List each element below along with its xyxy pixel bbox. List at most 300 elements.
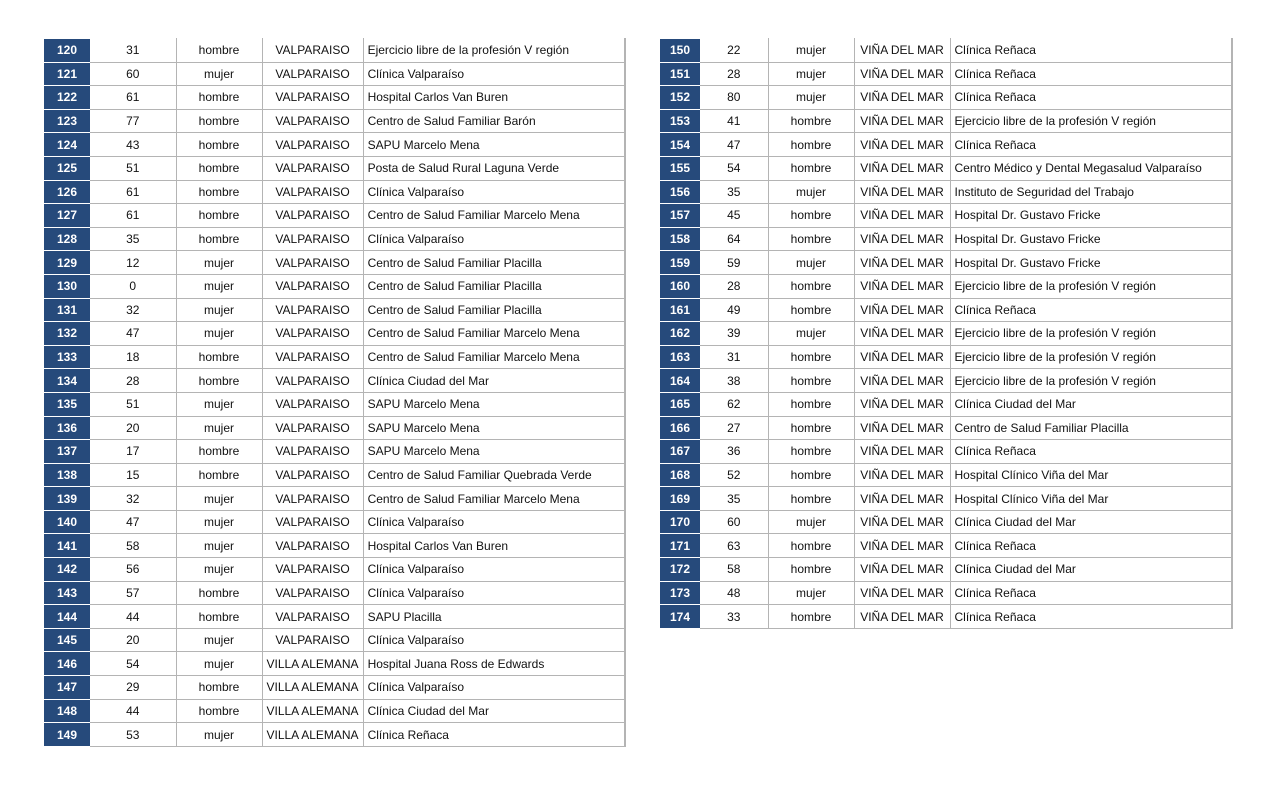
commune-cell: VALPARAISO xyxy=(262,440,363,464)
table-row xyxy=(660,510,1232,534)
table-row xyxy=(660,440,1232,464)
case-id-cell: 151 xyxy=(660,62,700,86)
age-cell: 52 xyxy=(700,463,768,487)
case-id-cell: 172 xyxy=(660,558,700,582)
sex-cell: mujer xyxy=(176,510,262,534)
commune-cell: VALPARAISO xyxy=(262,322,363,346)
case-id-cell: 138 xyxy=(44,463,90,487)
commune-cell: VALPARAISO xyxy=(262,392,363,416)
age-cell: 45 xyxy=(700,204,768,228)
sex-cell: mujer xyxy=(768,39,854,63)
facility-cell: Clínica Ciudad del Mar xyxy=(950,558,1232,582)
commune-cell: VALPARAISO xyxy=(262,605,363,629)
table-row xyxy=(44,558,625,582)
commune-cell: VIÑA DEL MAR xyxy=(854,109,950,133)
table-row xyxy=(44,109,625,133)
case-id-cell: 165 xyxy=(660,392,700,416)
commune-cell: VALPARAISO xyxy=(262,628,363,652)
facility-cell: Clínica Valparaíso xyxy=(363,558,625,582)
case-id-cell: 140 xyxy=(44,510,90,534)
case-id-cell: 146 xyxy=(44,652,90,676)
sex-cell: hombre xyxy=(768,345,854,369)
case-id-cell: 150 xyxy=(660,39,700,63)
case-id-cell: 155 xyxy=(660,156,700,180)
sex-cell: mujer xyxy=(176,534,262,558)
age-cell: 64 xyxy=(700,227,768,251)
sex-cell: hombre xyxy=(768,534,854,558)
facility-cell: Clínica Ciudad del Mar xyxy=(950,392,1232,416)
age-cell: 31 xyxy=(700,345,768,369)
case-id-cell: 162 xyxy=(660,322,700,346)
age-cell: 44 xyxy=(90,699,176,723)
table-row xyxy=(44,534,625,558)
sex-cell: mujer xyxy=(176,62,262,86)
commune-cell: VALPARAISO xyxy=(262,180,363,204)
sex-cell: mujer xyxy=(768,180,854,204)
case-id-cell: 149 xyxy=(44,723,90,747)
facility-cell: Centro de Salud Familiar Marcelo Mena xyxy=(363,487,625,511)
facility-cell: Clínica Reñaca xyxy=(950,534,1232,558)
sex-cell: hombre xyxy=(176,86,262,110)
sex-cell: mujer xyxy=(176,274,262,298)
facility-cell: Clínica Valparaíso xyxy=(363,510,625,534)
case-id-cell: 123 xyxy=(44,109,90,133)
commune-cell: VIÑA DEL MAR xyxy=(854,581,950,605)
commune-cell: VILLA ALEMANA xyxy=(262,676,363,700)
sex-cell: mujer xyxy=(176,652,262,676)
age-cell: 63 xyxy=(700,534,768,558)
commune-cell: VALPARAISO xyxy=(262,62,363,86)
commune-cell: VIÑA DEL MAR xyxy=(854,558,950,582)
facility-cell: Hospital Carlos Van Buren xyxy=(363,86,625,110)
commune-cell: VILLA ALEMANA xyxy=(262,699,363,723)
sex-cell: hombre xyxy=(768,298,854,322)
age-cell: 43 xyxy=(90,133,176,157)
case-id-cell: 122 xyxy=(44,86,90,110)
table-row xyxy=(44,369,625,393)
facility-cell: Clínica Valparaíso xyxy=(363,62,625,86)
age-cell: 53 xyxy=(90,723,176,747)
table-row xyxy=(44,510,625,534)
commune-cell: VALPARAISO xyxy=(262,369,363,393)
commune-cell: VIÑA DEL MAR xyxy=(854,204,950,228)
case-id-cell: 125 xyxy=(44,156,90,180)
sex-cell: hombre xyxy=(768,605,854,629)
case-id-cell: 170 xyxy=(660,510,700,534)
commune-cell: VALPARAISO xyxy=(262,39,363,63)
sex-cell: hombre xyxy=(768,227,854,251)
commune-cell: VALPARAISO xyxy=(262,510,363,534)
table-row xyxy=(660,62,1232,86)
case-id-cell: 137 xyxy=(44,440,90,464)
table-row xyxy=(44,440,625,464)
age-cell: 51 xyxy=(90,156,176,180)
table-row xyxy=(44,605,625,629)
table-row xyxy=(44,39,625,63)
facility-cell: Ejercicio libre de la profesión V región xyxy=(950,345,1232,369)
table-row xyxy=(660,180,1232,204)
table-row xyxy=(660,251,1232,275)
case-id-cell: 159 xyxy=(660,251,700,275)
case-id-cell: 136 xyxy=(44,416,90,440)
commune-cell: VALPARAISO xyxy=(262,298,363,322)
table-row xyxy=(660,416,1232,440)
case-id-cell: 142 xyxy=(44,558,90,582)
sex-cell: hombre xyxy=(768,416,854,440)
sex-cell: hombre xyxy=(176,180,262,204)
age-cell: 61 xyxy=(90,180,176,204)
sex-cell: mujer xyxy=(768,251,854,275)
age-cell: 80 xyxy=(700,86,768,110)
case-id-cell: 173 xyxy=(660,581,700,605)
facility-cell: Clínica Reñaca xyxy=(363,723,625,747)
age-cell: 33 xyxy=(700,605,768,629)
age-cell: 35 xyxy=(700,180,768,204)
table-row xyxy=(44,251,625,275)
table-row xyxy=(660,581,1232,605)
case-id-cell: 160 xyxy=(660,274,700,298)
age-cell: 47 xyxy=(90,322,176,346)
age-cell: 49 xyxy=(700,298,768,322)
commune-cell: VIÑA DEL MAR xyxy=(854,440,950,464)
table-row xyxy=(44,723,625,747)
age-cell: 56 xyxy=(90,558,176,582)
table-row xyxy=(44,133,625,157)
commune-cell: VIÑA DEL MAR xyxy=(854,487,950,511)
table-row xyxy=(44,156,625,180)
sex-cell: hombre xyxy=(176,463,262,487)
case-id-cell: 127 xyxy=(44,204,90,228)
commune-cell: VALPARAISO xyxy=(262,156,363,180)
table-row xyxy=(660,39,1232,63)
sex-cell: mujer xyxy=(176,416,262,440)
facility-cell: Centro de Salud Familiar Marcelo Mena xyxy=(363,345,625,369)
sex-cell: hombre xyxy=(176,605,262,629)
age-cell: 20 xyxy=(90,628,176,652)
age-cell: 35 xyxy=(700,487,768,511)
facility-cell: Hospital Dr. Gustavo Fricke xyxy=(950,204,1232,228)
age-cell: 0 xyxy=(90,274,176,298)
facility-cell: Clínica Ciudad del Mar xyxy=(950,510,1232,534)
facility-cell: Hospital Juana Ross de Edwards xyxy=(363,652,625,676)
case-id-cell: 139 xyxy=(44,487,90,511)
age-cell: 54 xyxy=(700,156,768,180)
age-cell: 22 xyxy=(700,39,768,63)
case-id-cell: 167 xyxy=(660,440,700,464)
commune-cell: VIÑA DEL MAR xyxy=(854,416,950,440)
age-cell: 57 xyxy=(90,581,176,605)
table-row xyxy=(660,322,1232,346)
age-cell: 54 xyxy=(90,652,176,676)
sex-cell: hombre xyxy=(176,581,262,605)
case-id-cell: 174 xyxy=(660,605,700,629)
table-row xyxy=(660,345,1232,369)
facility-cell: Clínica Ciudad del Mar xyxy=(363,699,625,723)
sex-cell: mujer xyxy=(768,322,854,346)
table-row xyxy=(44,62,625,86)
commune-cell: VALPARAISO xyxy=(262,204,363,228)
sex-cell: hombre xyxy=(768,392,854,416)
commune-cell: VIÑA DEL MAR xyxy=(854,392,950,416)
age-cell: 44 xyxy=(90,605,176,629)
case-id-cell: 163 xyxy=(660,345,700,369)
sex-cell: hombre xyxy=(768,487,854,511)
sex-cell: mujer xyxy=(176,251,262,275)
commune-cell: VIÑA DEL MAR xyxy=(854,463,950,487)
sex-cell: hombre xyxy=(176,369,262,393)
case-id-cell: 132 xyxy=(44,322,90,346)
sex-cell: hombre xyxy=(768,440,854,464)
sex-cell: hombre xyxy=(176,39,262,63)
commune-cell: VALPARAISO xyxy=(262,345,363,369)
case-id-cell: 141 xyxy=(44,534,90,558)
case-id-cell: 153 xyxy=(660,109,700,133)
case-id-cell: 131 xyxy=(44,298,90,322)
case-id-cell: 128 xyxy=(44,227,90,251)
case-id-cell: 145 xyxy=(44,628,90,652)
facility-cell: Ejercicio libre de la profesión V región xyxy=(950,274,1232,298)
table-row xyxy=(660,534,1232,558)
age-cell: 61 xyxy=(90,86,176,110)
case-id-cell: 152 xyxy=(660,86,700,110)
sex-cell: hombre xyxy=(176,699,262,723)
age-cell: 28 xyxy=(700,274,768,298)
table-row xyxy=(660,274,1232,298)
age-cell: 39 xyxy=(700,322,768,346)
age-cell: 17 xyxy=(90,440,176,464)
sex-cell: hombre xyxy=(768,156,854,180)
commune-cell: VALPARAISO xyxy=(262,227,363,251)
case-id-cell: 129 xyxy=(44,251,90,275)
sex-cell: hombre xyxy=(176,345,262,369)
sex-cell: hombre xyxy=(768,274,854,298)
age-cell: 48 xyxy=(700,581,768,605)
commune-cell: VALPARAISO xyxy=(262,534,363,558)
facility-cell: Centro de Salud Familiar Placilla xyxy=(363,251,625,275)
age-cell: 35 xyxy=(90,227,176,251)
age-cell: 27 xyxy=(700,416,768,440)
facility-cell: Posta de Salud Rural Laguna Verde xyxy=(363,156,625,180)
sex-cell: mujer xyxy=(768,86,854,110)
commune-cell: VILLA ALEMANA xyxy=(262,723,363,747)
commune-cell: VALPARAISO xyxy=(262,86,363,110)
case-id-cell: 157 xyxy=(660,204,700,228)
age-cell: 47 xyxy=(90,510,176,534)
sex-cell: mujer xyxy=(176,628,262,652)
commune-cell: VIÑA DEL MAR xyxy=(854,251,950,275)
case-table-left-body xyxy=(44,39,625,747)
facility-cell: Centro de Salud Familiar Placilla xyxy=(950,416,1232,440)
age-cell: 59 xyxy=(700,251,768,275)
facility-cell: Ejercicio libre de la profesión V región xyxy=(950,322,1232,346)
table-row xyxy=(44,676,625,700)
sex-cell: hombre xyxy=(768,463,854,487)
case-id-cell: 126 xyxy=(44,180,90,204)
age-cell: 58 xyxy=(90,534,176,558)
case-id-cell: 120 xyxy=(44,39,90,63)
sex-cell: hombre xyxy=(176,156,262,180)
age-cell: 29 xyxy=(90,676,176,700)
table-row xyxy=(44,581,625,605)
age-cell: 28 xyxy=(90,369,176,393)
commune-cell: VALPARAISO xyxy=(262,109,363,133)
age-cell: 60 xyxy=(700,510,768,534)
commune-cell: VALPARAISO xyxy=(262,581,363,605)
age-cell: 60 xyxy=(90,62,176,86)
case-id-cell: 158 xyxy=(660,227,700,251)
facility-cell: Clínica Ciudad del Mar xyxy=(363,369,625,393)
facility-cell: Ejercicio libre de la profesión V región xyxy=(950,109,1232,133)
age-cell: 32 xyxy=(90,298,176,322)
facility-cell: Centro de Salud Familiar Marcelo Mena xyxy=(363,204,625,228)
facility-cell: Hospital Dr. Gustavo Fricke xyxy=(950,251,1232,275)
sex-cell: hombre xyxy=(176,440,262,464)
facility-cell: Centro de Salud Familiar Barón xyxy=(363,109,625,133)
facility-cell: Clínica Reñaca xyxy=(950,62,1232,86)
table-row xyxy=(44,699,625,723)
facility-cell: Instituto de Seguridad del Trabajo xyxy=(950,180,1232,204)
facility-cell: SAPU Placilla xyxy=(363,605,625,629)
age-cell: 62 xyxy=(700,392,768,416)
sex-cell: mujer xyxy=(768,62,854,86)
case-id-cell: 130 xyxy=(44,274,90,298)
table-row xyxy=(44,274,625,298)
sex-cell: mujer xyxy=(176,558,262,582)
commune-cell: VIÑA DEL MAR xyxy=(854,62,950,86)
case-id-cell: 164 xyxy=(660,369,700,393)
commune-cell: VIÑA DEL MAR xyxy=(854,180,950,204)
commune-cell: VIÑA DEL MAR xyxy=(854,39,950,63)
table-row xyxy=(44,392,625,416)
table-row xyxy=(660,392,1232,416)
table-row xyxy=(660,605,1232,629)
commune-cell: VIÑA DEL MAR xyxy=(854,534,950,558)
case-id-cell: 147 xyxy=(44,676,90,700)
commune-cell: VIÑA DEL MAR xyxy=(854,227,950,251)
facility-cell: Centro de Salud Familiar Placilla xyxy=(363,298,625,322)
facility-cell: Clínica Reñaca xyxy=(950,605,1232,629)
sex-cell: hombre xyxy=(176,204,262,228)
facility-cell: Clínica Reñaca xyxy=(950,440,1232,464)
case-id-cell: 135 xyxy=(44,392,90,416)
table-row xyxy=(660,133,1232,157)
sex-cell: mujer xyxy=(176,392,262,416)
facility-cell: Clínica Valparaíso xyxy=(363,227,625,251)
sex-cell: mujer xyxy=(768,510,854,534)
table-row xyxy=(44,227,625,251)
commune-cell: VALPARAISO xyxy=(262,558,363,582)
facility-cell: Hospital Carlos Van Buren xyxy=(363,534,625,558)
table-row xyxy=(660,369,1232,393)
sex-cell: hombre xyxy=(768,369,854,393)
age-cell: 61 xyxy=(90,204,176,228)
facility-cell: Clínica Reñaca xyxy=(950,133,1232,157)
table-row xyxy=(660,487,1232,511)
table-row xyxy=(44,298,625,322)
facility-cell: SAPU Marcelo Mena xyxy=(363,440,625,464)
table-row xyxy=(44,628,625,652)
case-id-cell: 134 xyxy=(44,369,90,393)
age-cell: 12 xyxy=(90,251,176,275)
table-row xyxy=(44,416,625,440)
commune-cell: VIÑA DEL MAR xyxy=(854,156,950,180)
table-row xyxy=(660,156,1232,180)
case-id-cell: 168 xyxy=(660,463,700,487)
age-cell: 77 xyxy=(90,109,176,133)
case-table-left xyxy=(44,38,626,747)
table-row xyxy=(660,298,1232,322)
facility-cell: Centro de Salud Familiar Marcelo Mena xyxy=(363,322,625,346)
age-cell: 38 xyxy=(700,369,768,393)
facility-cell: SAPU Marcelo Mena xyxy=(363,392,625,416)
age-cell: 47 xyxy=(700,133,768,157)
case-id-cell: 143 xyxy=(44,581,90,605)
case-id-cell: 166 xyxy=(660,416,700,440)
case-id-cell: 154 xyxy=(660,133,700,157)
table-row xyxy=(44,463,625,487)
facility-cell: Hospital Clínico Viña del Mar xyxy=(950,463,1232,487)
commune-cell: VALPARAISO xyxy=(262,251,363,275)
sex-cell: mujer xyxy=(176,723,262,747)
case-id-cell: 133 xyxy=(44,345,90,369)
facility-cell: Hospital Dr. Gustavo Fricke xyxy=(950,227,1232,251)
age-cell: 15 xyxy=(90,463,176,487)
sex-cell: mujer xyxy=(176,487,262,511)
commune-cell: VIÑA DEL MAR xyxy=(854,274,950,298)
facility-cell: Centro de Salud Familiar Placilla xyxy=(363,274,625,298)
age-cell: 31 xyxy=(90,39,176,63)
case-id-cell: 124 xyxy=(44,133,90,157)
commune-cell: VIÑA DEL MAR xyxy=(854,605,950,629)
sex-cell: hombre xyxy=(176,133,262,157)
table-row xyxy=(660,227,1232,251)
age-cell: 28 xyxy=(700,62,768,86)
case-id-cell: 156 xyxy=(660,180,700,204)
commune-cell: VIÑA DEL MAR xyxy=(854,298,950,322)
facility-cell: Centro de Salud Familiar Quebrada Verde xyxy=(363,463,625,487)
case-table-right xyxy=(660,38,1233,629)
age-cell: 20 xyxy=(90,416,176,440)
commune-cell: VIÑA DEL MAR xyxy=(854,369,950,393)
table-row xyxy=(44,322,625,346)
facility-cell: Ejercicio libre de la profesión V región xyxy=(363,39,625,63)
age-cell: 41 xyxy=(700,109,768,133)
table-row xyxy=(44,487,625,511)
table-row xyxy=(660,463,1232,487)
facility-cell: Clínica Valparaíso xyxy=(363,676,625,700)
sex-cell: hombre xyxy=(768,133,854,157)
case-id-cell: 148 xyxy=(44,699,90,723)
sex-cell: hombre xyxy=(176,676,262,700)
sex-cell: mujer xyxy=(176,298,262,322)
case-id-cell: 161 xyxy=(660,298,700,322)
case-id-cell: 144 xyxy=(44,605,90,629)
case-id-cell: 169 xyxy=(660,487,700,511)
age-cell: 58 xyxy=(700,558,768,582)
facility-cell: Centro Médico y Dental Megasalud Valparaíso xyxy=(950,156,1232,180)
age-cell: 36 xyxy=(700,440,768,464)
sex-cell: hombre xyxy=(768,558,854,582)
facility-cell: SAPU Marcelo Mena xyxy=(363,416,625,440)
table-row xyxy=(660,86,1232,110)
table-row xyxy=(44,345,625,369)
commune-cell: VIÑA DEL MAR xyxy=(854,345,950,369)
age-cell: 32 xyxy=(90,487,176,511)
facility-cell: Hospital Clínico Viña del Mar xyxy=(950,487,1232,511)
case-id-cell: 171 xyxy=(660,534,700,558)
facility-cell: Clínica Valparaíso xyxy=(363,581,625,605)
case-table-right-body xyxy=(660,39,1232,629)
